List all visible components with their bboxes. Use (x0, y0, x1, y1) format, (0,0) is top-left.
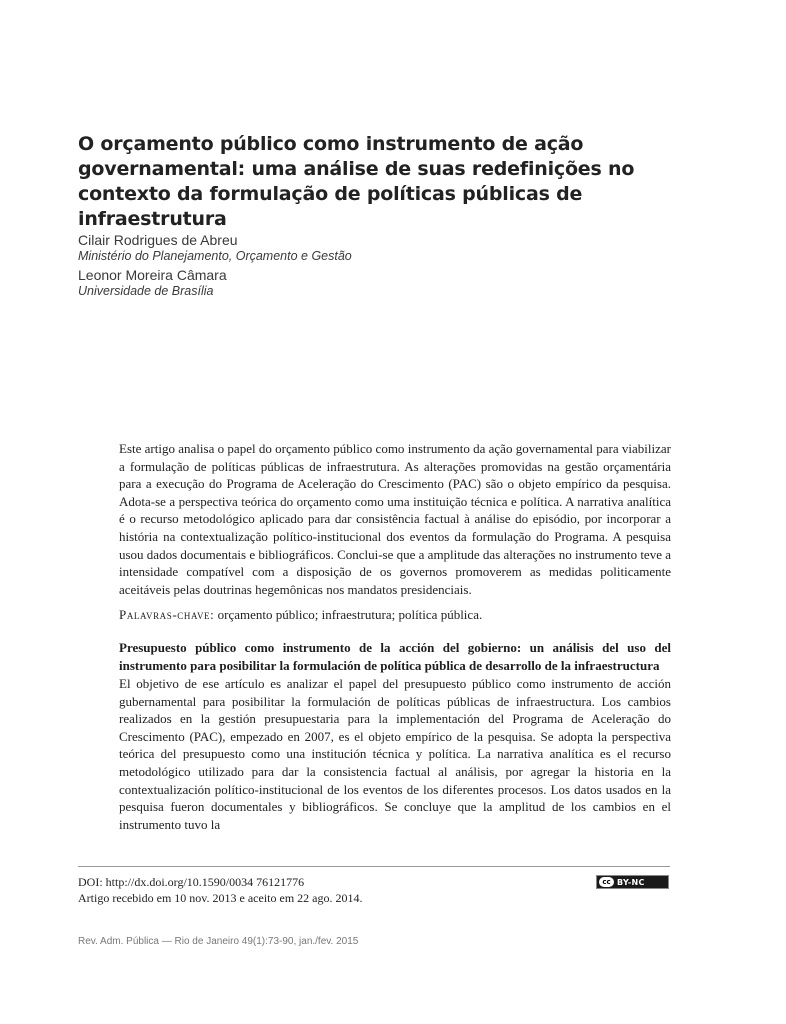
author-affiliation: Universidade de Brasília (78, 284, 214, 298)
footnote-divider (78, 866, 670, 867)
author-list (78, 232, 578, 302)
spanish-title: Presupuesto público como instrumento de la acción del gobierno: un análisis del uso del instrumento para posibilitar la formulación de política pública de desarrollo de la infraestructura (119, 640, 671, 673)
creative-commons-icon: cc (599, 877, 614, 887)
author-affiliation: Ministério do Planejamento, Orçamento e Gestão (78, 249, 352, 263)
keywords-text: orçamento público; infraestrutura; política pública. (217, 607, 483, 622)
article-title: O orçamento público como instrumento de ação governamental: uma análise de suas redefinições no contexto da formulação de políticas públicas de infraestrutura (78, 133, 635, 230)
keywords-label: Palavras-chave: (119, 607, 215, 622)
cc-license-badge[interactable] (596, 875, 669, 889)
article-metadata (78, 874, 528, 906)
abstract-spanish: El objetivo de ese artículo es analizar el papel del presupuesto público como instrumento de acción gubernamental para posibilitar la formulación de políticas públicas de infraestructura. Los cambios realizados en la gestión presupuestaria para la implementación del Programa de Aceleração do Crescimento (PAC), empezado en 2007, es el objeto empírico de la pesquisa. Se adopta la perspectiva teórica del presupuesto como una institución técnica y política. La narrativa analítica es el recurso metodológico utilizado para dar la consistencia factual al análisis, por agregar la historia en la contextualización político-institucional de los eventos de los diferentes procesos. Los datos usados en la pesquisa fueron documentales y bibliográficos. Se concluye que la amplitud de los cambios en el instrumento tuvo la (119, 676, 671, 832)
keywords (119, 606, 671, 624)
author-name: Cilair Rodrigues de Abreu (78, 232, 238, 248)
doi-link[interactable]: DOI: http://dx.doi.org/10.1590/0034 76121776 (78, 875, 305, 889)
abstract-portuguese: Este artigo analisa o papel do orçamento público como instrumento da ação governamental para viabilizar a formulação de políticas públicas de infraestrutura. As alterações promovidas na gestão orçamentária para a execução do Programa de Aceleração do Crescimento (PAC) são o objeto empírico da pesquisa. Adota-se a perspectiva teórica do orçamento como uma instituição técnica e política. A narrativa analítica é o recurso metodológico aplicado para dar consistência factual à análise do episódio, por incorporar a história na contextualização político-institucional dos eventos da formulação do Programa. A pesquisa usou dados documentais e bibliográficos. Conclui-se que a amplitude das alterações no instrumento teve a intensidade compatível com a disposição de os governos promoverem as medidas politicamente aceitáveis pelas doutrinas hegemônicas nos mandatos presidenciais. (119, 441, 671, 597)
author-name: Leonor Moreira Câmara (78, 267, 227, 283)
journal-footer: Rev. Adm. Pública — Rio de Janeiro 49(1):73-90, jan./fev. 2015 (78, 936, 359, 947)
received-date: Artigo recebido em 10 nov. 2013 e aceito em 22 ago. 2014. (78, 891, 363, 905)
license-label: BY-NC (617, 877, 645, 887)
